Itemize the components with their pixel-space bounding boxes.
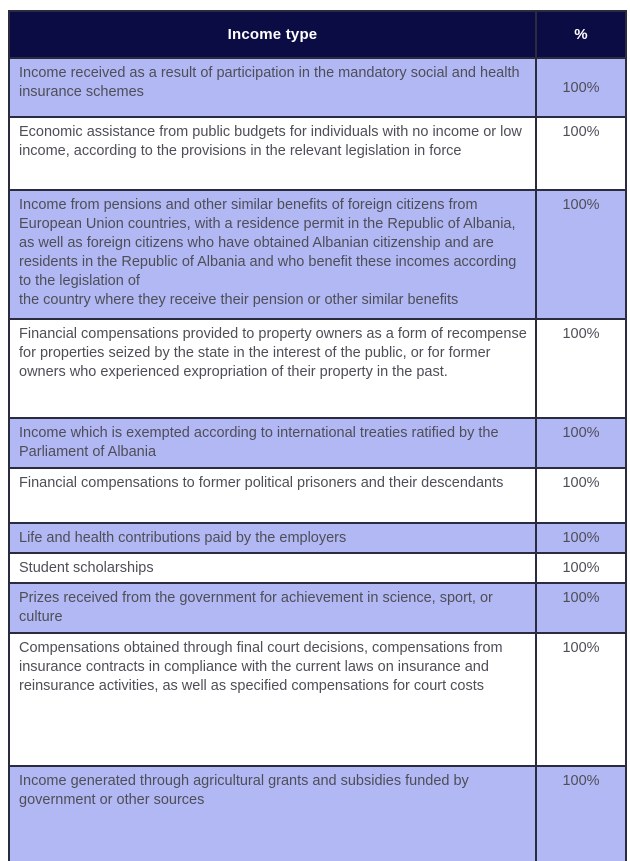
- percent-cell: 100%: [536, 58, 626, 117]
- table-row: [9, 58, 626, 117]
- table-row: [9, 418, 626, 468]
- table-row: [9, 523, 626, 553]
- percent-cell: 100%: [536, 468, 626, 523]
- income-type-cell: Economic assistance from public budgets for individuals with no income or low income, according to the provisions in the relevant legislation in force: [9, 117, 536, 190]
- percent-cell: 100%: [536, 190, 626, 319]
- table-row: [9, 633, 626, 766]
- table-row: [9, 553, 626, 583]
- column-header-income-type: Income type: [9, 11, 536, 58]
- percent-cell: 100%: [536, 553, 626, 583]
- percent-cell: 100%: [536, 766, 626, 861]
- percent-cell: 100%: [536, 418, 626, 468]
- income-type-cell: Prizes received from the government for achievement in science, sport, or culture: [9, 583, 536, 633]
- column-header-percent: %: [536, 11, 626, 58]
- percent-cell: 100%: [536, 523, 626, 553]
- table-body: [9, 58, 626, 861]
- table-row: [9, 468, 626, 523]
- table-row: [9, 190, 626, 319]
- income-type-cell: Financial compensations provided to property owners as a form of recompense for properties seized by the state in the interest of the public, or for former owners who experienced expropriation of their property in the past.: [9, 319, 536, 418]
- table-row: [9, 583, 626, 633]
- income-type-cell: Life and health contributions paid by the employers: [9, 523, 536, 553]
- percent-cell: 100%: [536, 583, 626, 633]
- income-type-cell: Income which is exempted according to international treaties ratified by the Parliament of Albania: [9, 418, 536, 468]
- income-type-cell: Income generated through agricultural grants and subsidies funded by government or other sources: [9, 766, 536, 861]
- income-exemption-table: [8, 10, 627, 861]
- income-type-cell: Compensations obtained through final court decisions, compensations from insurance contracts in compliance with the current laws on insurance and reinsurance activities, as well as specified compensations for court costs: [9, 633, 536, 766]
- income-type-cell: Financial compensations to former political prisoners and their descendants: [9, 468, 536, 523]
- income-type-cell: Income received as a result of participation in the mandatory social and health insurance schemes: [9, 58, 536, 117]
- table-row: [9, 766, 626, 861]
- income-type-cell: Income from pensions and other similar benefits of foreign citizens from European Union countries, with a residence permit in the Republic of Albania, as well as foreign citizens who have obtained Albanian citizenship and are residents in the Republic of Albania and who benefit these incomes according to the legislation of the country where they receive their pension or other similar benefits: [9, 190, 536, 319]
- percent-cell: 100%: [536, 117, 626, 190]
- header-row: [9, 11, 626, 58]
- table-row: [9, 117, 626, 190]
- percent-cell: 100%: [536, 633, 626, 766]
- table-row: [9, 319, 626, 418]
- income-type-cell: Student scholarships: [9, 553, 536, 583]
- percent-cell: 100%: [536, 319, 626, 418]
